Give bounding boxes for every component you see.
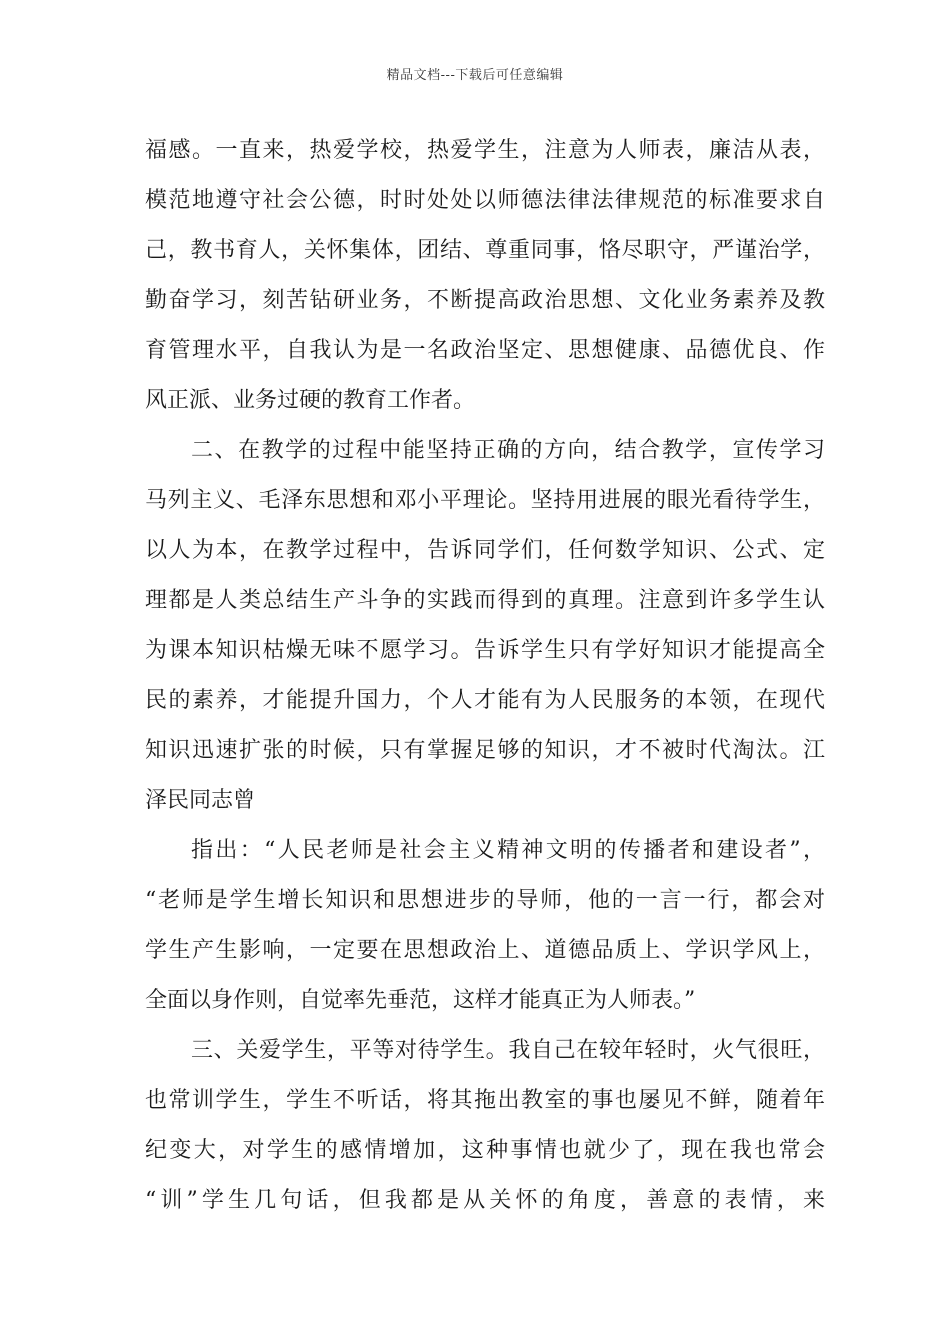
text-line: 理都是人类总结生产斗争的实践而得到的真理。注意到许多学生认 [145, 588, 825, 613]
text-line: 也常训学生，学生不听话，将其拖出教室的事也屡见不鲜，随着年 [145, 1088, 825, 1113]
text-line: 民的素养，才能提升国力，个人才能有为人民服务的本领，在现代 [145, 688, 825, 713]
text-line: 二、在教学的过程中能坚持正确的方向，结合教学，宣传学习 [191, 438, 825, 463]
text-line: 学生产生影响，一定要在思想政治上、道德品质上、学识学风上， [145, 938, 825, 963]
text-line: “老师是学生增长知识和思想进步的导师，他的一言一行，都会对 [145, 888, 825, 913]
text-line: 知识迅速扩张的时候，只有掌握足够的知识，才不被时代淘汰。江 [145, 738, 825, 763]
text-line: 模范地遵守社会公德，时时处处以师德法律法律规范的标准要求自 [145, 188, 825, 213]
text-line: 三、关爱学生，平等对待学生。我自己在较年轻时，火气很旺， [191, 1038, 825, 1063]
text-line: 风正派、业务过硬的教育工作者。 [145, 388, 476, 413]
text-line: 为课本知识枯燥无味不愿学习。告诉学生只有学好知识才能提高全 [145, 638, 825, 663]
text-line: 指出：“人民老师是社会主义精神文明的传播者和建设者”， [191, 838, 825, 863]
text-line: 福感。一直来，热爱学校，热爱学生，注意为人师表，廉洁从表， [145, 138, 825, 163]
text-line: 勤奋学习，刻苦钻研业务，不断提高政治思想、文化业务素养及教 [145, 288, 825, 313]
text-line: 全面以身作则，自觉率先垂范，这样才能真正为人师表。” [145, 988, 696, 1013]
text-line: 以人为本，在教学过程中，告诉同学们，任何数学知识、公式、定 [145, 538, 825, 563]
text-line: 育管理水平，自我认为是一名政治坚定、思想健康、品德优良、作 [145, 338, 825, 363]
page-header: 精品文档---下载后可任意编辑 [386, 68, 564, 83]
text-line: 纪变大，对学生的感情增加，这种事情也就少了，现在我也常会 [145, 1138, 825, 1163]
text-line: 己，教书育人，关怀集体，团结、尊重同事，恪尽职守，严谨治学， [145, 238, 825, 263]
text-line: “训”学生几句话，但我都是从关怀的角度，善意的表情，来 [145, 1188, 825, 1213]
body-text [145, 126, 825, 1226]
text-line: 马列主义、毛泽东思想和邓小平理论。坚持用进展的眼光看待学生， [145, 488, 825, 513]
text-line: 泽民同志曾 [145, 788, 256, 813]
